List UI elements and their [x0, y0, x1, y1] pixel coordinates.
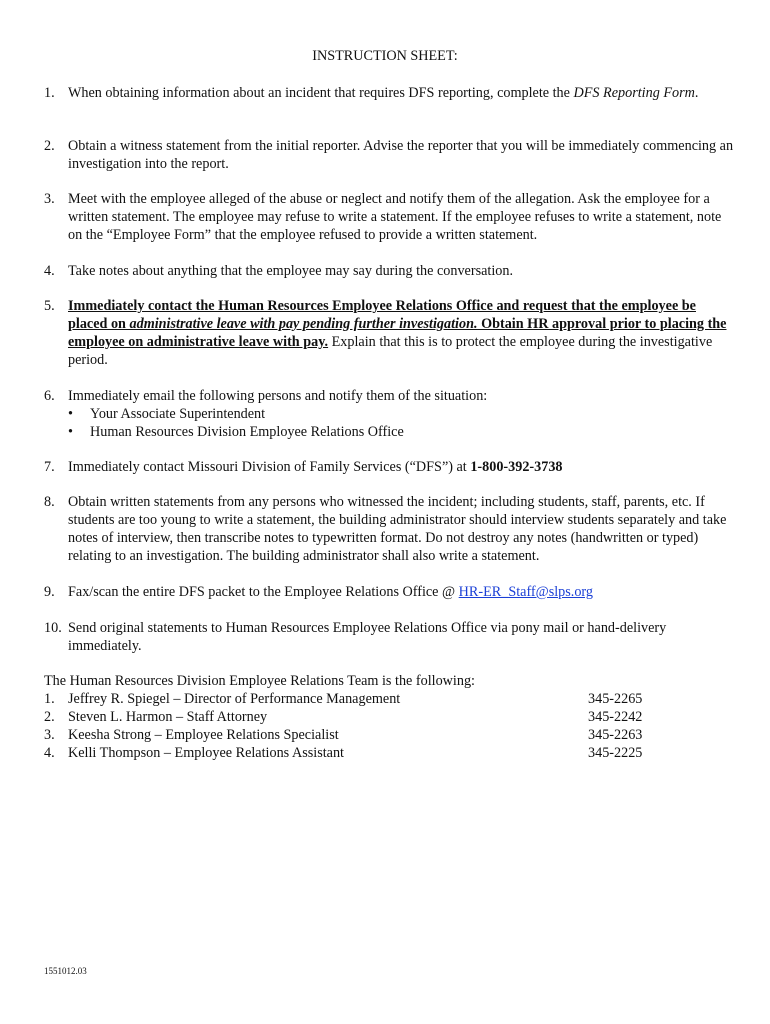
team-member-number: 4. [44, 745, 55, 761]
item-text-line: Immediately email the following persons and notify them of the situation: [68, 388, 488, 404]
team-list [44, 690, 694, 762]
item-number: 2. [44, 138, 55, 154]
item-text [68, 297, 734, 369]
instruction-item-7 [44, 458, 734, 476]
item-text-part: Immediately contact Missouri Division of Family Services (“DFS”) at [68, 459, 471, 475]
team-member-number: 3. [44, 727, 55, 743]
item-text-part: . [694, 85, 699, 101]
item-text-bold-italic: administrative leave with pay pending further investigation. [129, 316, 478, 332]
item-number: 10. [44, 620, 62, 636]
team-member-phone: 345-2263 [588, 727, 643, 743]
team-member-row [44, 708, 694, 726]
instruction-item-6 [44, 387, 734, 441]
item-text: Take notes about anything that the employee may say during the conversation. [68, 263, 514, 279]
team-heading: The Human Resources Division Employee Relations Team is the following: [44, 673, 475, 689]
item-number: 7. [44, 459, 55, 475]
item-text [68, 458, 734, 476]
team-member-row [44, 726, 694, 744]
dfs-reporting-form-ref: DFS Reporting Form [573, 85, 695, 101]
email-link[interactable]: HR-ER_Staff@slps.org [458, 584, 593, 600]
item-text: Obtain a witness statement from the initial reporter. Advise the reporter that you will be immediately commencing an investigation into the report. [68, 138, 734, 172]
team-member-phone: 345-2242 [588, 709, 643, 725]
item-number: 9. [44, 584, 55, 600]
bullet-list [68, 405, 734, 441]
team-member-phone: 345-2225 [588, 745, 643, 761]
document-code: 1551012.03 [44, 966, 87, 976]
item-number: 1. [44, 85, 55, 101]
item-number: 5. [44, 298, 55, 314]
team-member-row [44, 744, 694, 762]
instruction-item-4 [44, 262, 734, 280]
item-number: 3. [44, 191, 55, 207]
bullet-item: • Your Associate Superintendent [68, 405, 734, 423]
team-member-phone: 345-2265 [588, 691, 643, 707]
team-member-name: Keesha Strong – Employee Relations Specialist [68, 727, 339, 743]
instruction-item-10 [44, 619, 734, 655]
team-member-name: Steven L. Harmon – Staff Attorney [68, 709, 268, 725]
item-text: Send original statements to Human Resources Employee Relations Office via pony mail or hand-delivery immediately. [68, 620, 667, 654]
item-number: 4. [44, 263, 55, 279]
dfs-phone-number: 1-800-392-3738 [470, 459, 563, 475]
item-text-part: When obtaining information about an incident that requires DFS reporting, complete the [68, 85, 574, 101]
item-text [68, 583, 734, 601]
instruction-item-8 [44, 493, 734, 565]
item-text [68, 84, 734, 102]
item-text: Obtain written statements from any persons who witnessed the incident; including students, staff, parents, etc. If students are too young to write a statement, the building administrator should interview students separately and take notes of interview, then transcribe notes to typewritten format. Do not destroy any notes (handwritten or typed) relating to an investigation. The building administrator shall also write a statement. [68, 494, 727, 564]
instruction-item-9 [44, 583, 734, 601]
team-member-number: 1. [44, 691, 55, 707]
item-number: 8. [44, 494, 55, 510]
instruction-item-5 [44, 297, 734, 369]
instruction-item-1 [44, 84, 734, 102]
team-member-row [44, 690, 694, 708]
item-text: Meet with the employee alleged of the abuse or neglect and notify them of the allegation. Ask the employee for a written statement. The employee may refuse to write a statement. If the employee refuses to write a statement, note on the “Employee Form” that the employee refused to provide a written statement. [68, 191, 722, 243]
item-text-bold: Obtain HR approval prior to placing the employee on administrative leave with pay. [68, 316, 727, 350]
team-member-name: Jeffrey R. Spiegel – Director of Performance Management [68, 691, 401, 707]
instruction-item-2 [44, 137, 734, 173]
item-text-plain: Explain that this is to protect the employee during the investigative period. [68, 334, 713, 368]
team-member-number: 2. [44, 709, 55, 725]
item-text-part: Fax/scan the entire DFS packet to the Employee Relations Office @ [68, 584, 459, 600]
item-number: 6. [44, 388, 55, 404]
bullet-item: • Human Resources Division Employee Relations Office [68, 423, 734, 441]
item-text-bold: Immediately contact the Human Resources Employee Relations Office and request that the employee be placed on [68, 298, 696, 332]
page-title: INSTRUCTION SHEET: [312, 48, 458, 64]
team-member-name: Kelli Thompson – Employee Relations Assistant [68, 745, 344, 761]
instruction-item-3 [44, 190, 734, 244]
item-text [68, 387, 734, 441]
